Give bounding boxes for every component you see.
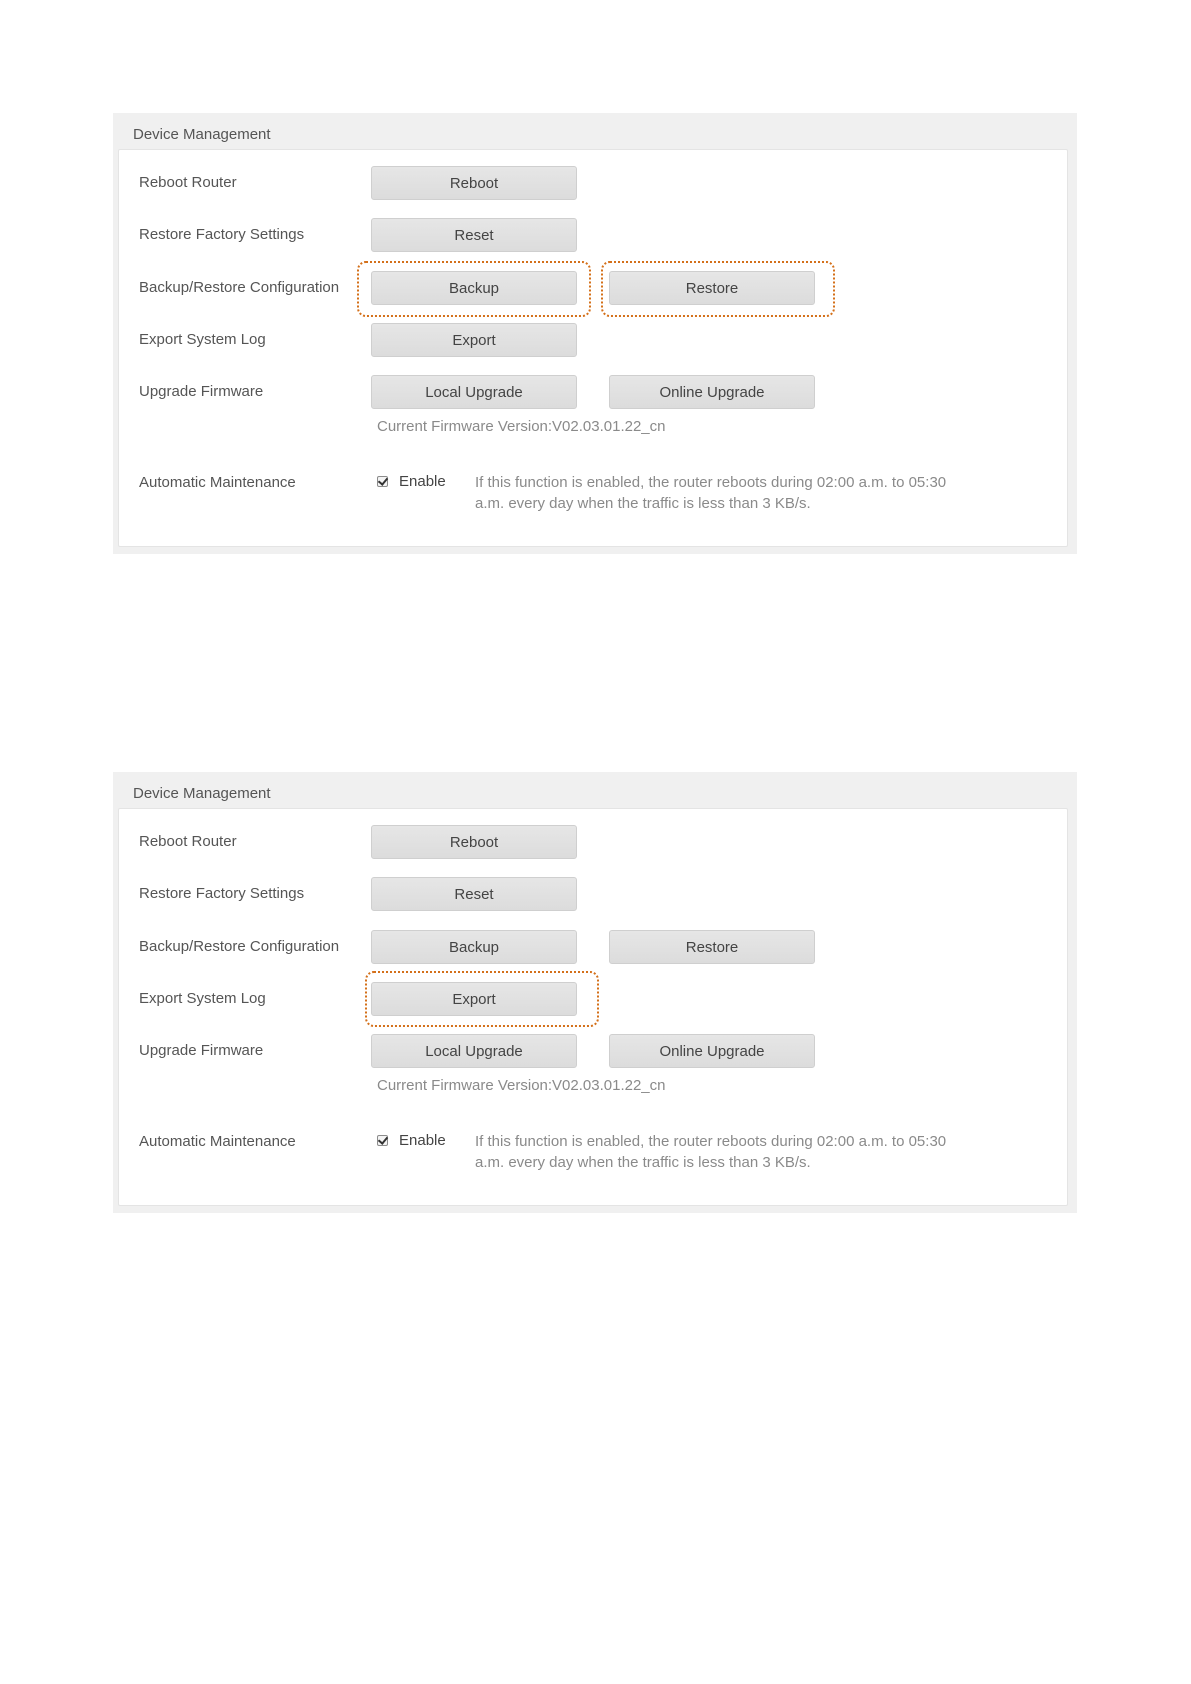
export-system-log-label: Export System Log [139,331,266,348]
reset-button[interactable]: Reset [371,218,577,252]
local-upgrade-button[interactable]: Local Upgrade [371,375,577,409]
panel-title: Device Management [133,126,271,143]
enable-label: Enable [399,1132,446,1149]
reboot-router-label: Reboot Router [139,833,237,850]
panel-body [118,149,1068,547]
reboot-router-label: Reboot Router [139,174,237,191]
device-management-panel-2 [113,772,1077,1213]
upgrade-firmware-label: Upgrade Firmware [139,1042,264,1059]
firmware-version-text: Current Firmware Version:V02.03.01.22_cn [377,1077,666,1094]
backup-button[interactable]: Backup [371,271,577,305]
export-system-log-label: Export System Log [139,990,266,1007]
enable-checkbox[interactable] [377,1135,388,1146]
auto-maintenance-hint: If this function is enabled, the router reboots during 02:00 a.m. to 05:30 a.m. every day when the traffic is less than 3 KB/s. [475,1133,947,1171]
backup-restore-configuration-label: Backup/Restore Configuration [139,938,340,955]
reset-button[interactable]: Reset [371,877,577,911]
panel-body [118,808,1068,1206]
online-upgrade-button[interactable]: Online Upgrade [609,375,815,409]
reboot-button[interactable]: Reboot [371,825,577,859]
device-management-panel-1 [113,113,1077,554]
automatic-maintenance-label: Automatic Maintenance [139,474,296,491]
auto-maintenance-hint: If this function is enabled, the router reboots during 02:00 a.m. to 05:30 a.m. every day when the traffic is less than 3 KB/s. [475,474,947,512]
online-upgrade-button[interactable]: Online Upgrade [609,1034,815,1068]
restore-button[interactable]: Restore [609,271,815,305]
export-button[interactable]: Export [371,982,577,1016]
restore-button[interactable]: Restore [609,930,815,964]
local-upgrade-button[interactable]: Local Upgrade [371,1034,577,1068]
panel-title: Device Management [133,785,271,802]
backup-button[interactable]: Backup [371,930,577,964]
firmware-version-text: Current Firmware Version:V02.03.01.22_cn [377,418,666,435]
restore-factory-settings-label: Restore Factory Settings [139,226,305,243]
enable-checkbox-group[interactable] [377,473,446,490]
enable-label: Enable [399,473,446,490]
automatic-maintenance-label: Automatic Maintenance [139,1133,296,1150]
backup-restore-configuration-label: Backup/Restore Configuration [139,279,340,296]
restore-factory-settings-label: Restore Factory Settings [139,885,305,902]
reboot-button[interactable]: Reboot [371,166,577,200]
enable-checkbox[interactable] [377,476,388,487]
enable-checkbox-group[interactable] [377,1132,446,1149]
export-button[interactable]: Export [371,323,577,357]
upgrade-firmware-label: Upgrade Firmware [139,383,264,400]
